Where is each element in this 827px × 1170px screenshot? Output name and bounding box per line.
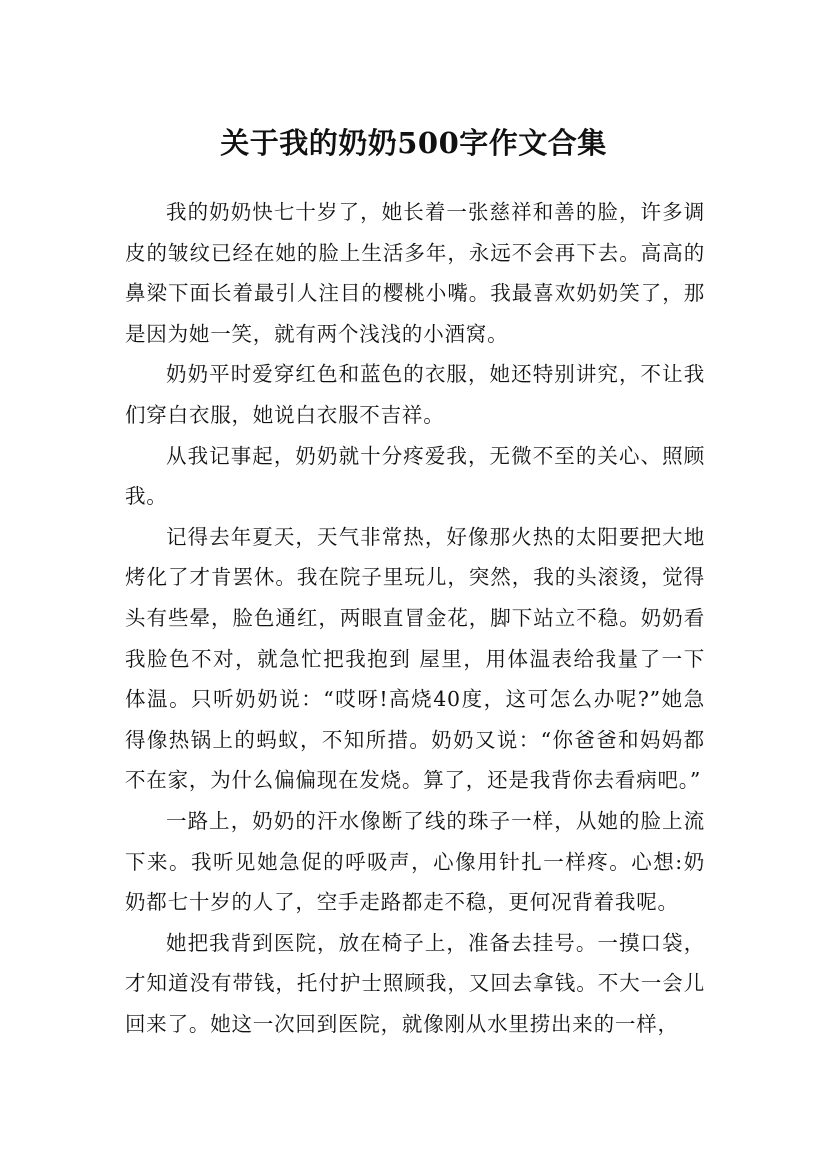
paragraph-at-hospital: 她把我背到医院，放在椅子上，准备去挂号。一摸口袋，才知道没有带钱，托付护士照顾我，又回去拿钱。不大一会儿回来了。她这一次回到医院，就像刚从水里捞出来的一样， bbox=[125, 930, 705, 1036]
document-title: 关于我的奶奶500字作文合集 bbox=[220, 126, 607, 161]
paragraph-grandma-clothes: 奶奶平时爱穿红色和蓝色的衣服，她还特别讲究，不让我们穿白衣服，她说白衣服不吉祥。 bbox=[125, 362, 705, 427]
document-body bbox=[125, 192, 705, 1044]
paragraph-fever-story: 记得去年夏天，天气非常热，好像那火热的太阳要把大地烤化了才肯罢休。我在院子里玩儿，突然，我的头滚烫，觉得头有些晕，脸色通红，两眼直冒金花，脚下站立不稳。奶奶看我脸色不对，就急忙把我抱到 屋里，用体温表给我量了一下体温。只听奶奶说：“哎呀!高烧40度，这可怎么办呢?”她急得像热锅上的蚂蚁，不知所措。奶奶又说：“你爸爸和妈妈都不在家，为什么偏偏现在发烧。算了，还是我背你去看病吧。” bbox=[125, 524, 705, 793]
paragraph-grandma-care: 从我记事起，奶奶就十分疼爱我，无微不至的关心、照顾我。 bbox=[125, 443, 705, 509]
paragraph-grandma-appearance: 我的奶奶快七十岁了，她长着一张慈祥和善的脸，许多调皮的皱纹已经在她的脸上生活多年，永远不会再下去。高高的鼻梁下面长着最引人注目的樱桃小嘴。我最喜欢奶奶笑了，那是因为她一笑，就有两个浅浅的小酒窝。 bbox=[125, 200, 705, 346]
paragraph-on-the-road: 一路上，奶奶的汗水像断了线的珠子一样，从她的脸上流下来。我听见她急促的呼吸声，心像用针扎一样疼。心想:奶奶都七十岁的人了，空手走路都走不稳，更何况背着我呢。 bbox=[125, 808, 705, 915]
